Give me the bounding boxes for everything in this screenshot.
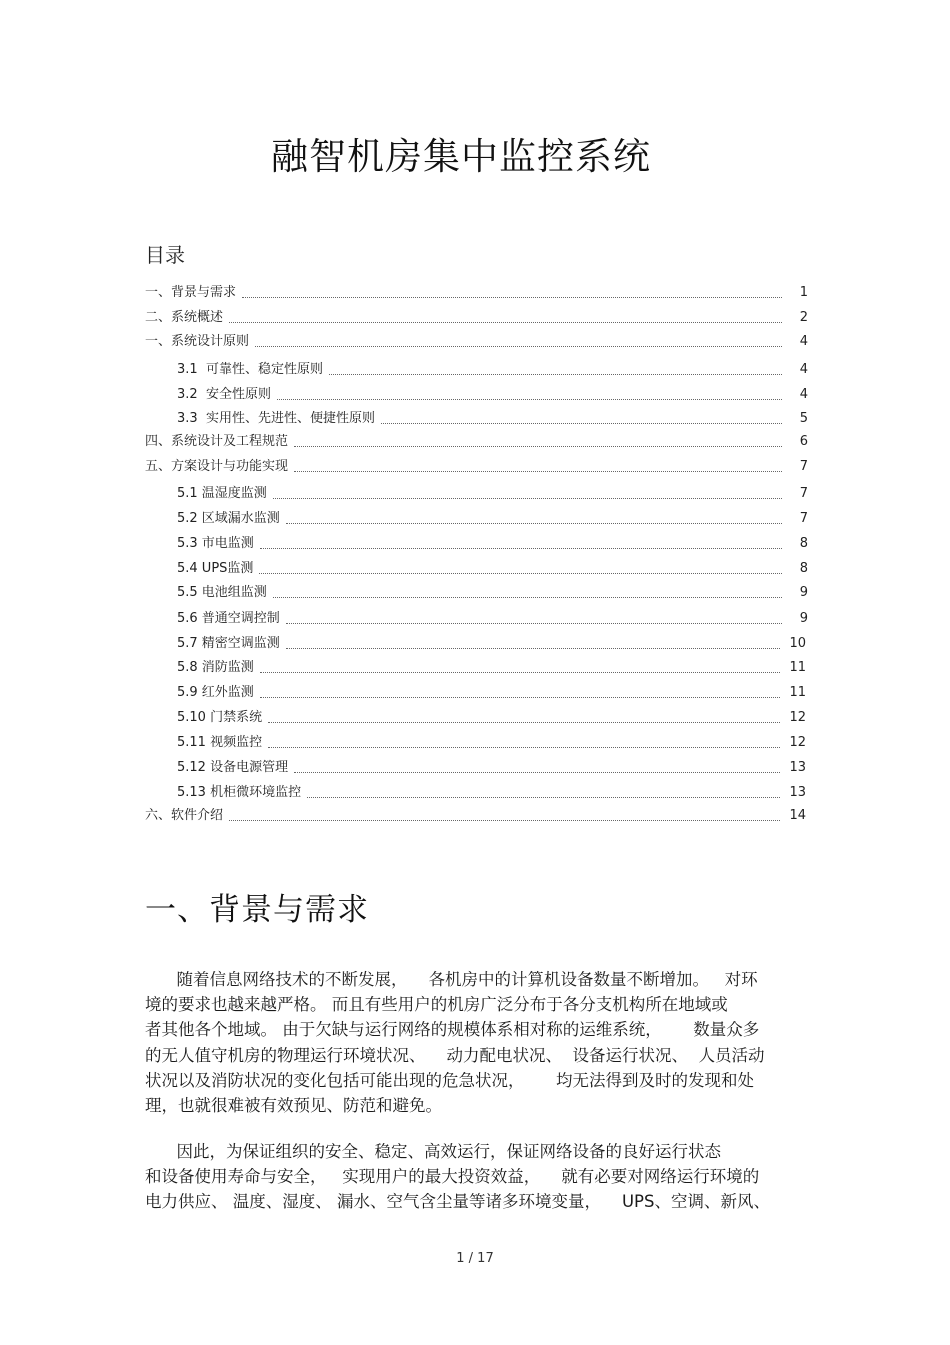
toc-entry-label: 5.10 门禁系统 xyxy=(177,710,263,725)
toc-entry-label: 5.7 精密空调监测 xyxy=(177,636,280,651)
paragraph-line: 状况以及消防状况的变化包括可能出现的危急状况， 均无法得到及时的发现和处 xyxy=(145,1070,754,1090)
paragraph-line: 和设备使用寿命与安全， 实现用户的最大投资效益， 就有必要对网络运行环境的 xyxy=(145,1167,760,1187)
toc-entry-page: 14 xyxy=(789,808,806,823)
paragraph-line: 的无人值守机房的物理运行环境状况、 动力配电状况、 设备运行状况、 人员活动 xyxy=(145,1045,765,1065)
toc-entry-label: 3.2 安全性原则 xyxy=(177,387,271,402)
toc-leader-dots xyxy=(329,374,782,375)
toc-entry[interactable] xyxy=(177,559,808,579)
toc-entry-label: 5.9 红外监测 xyxy=(177,685,254,700)
toc-entry[interactable] xyxy=(177,733,806,753)
toc-entry-page: 8 xyxy=(799,561,808,576)
toc-entry-page: 8 xyxy=(799,536,808,551)
toc-entry[interactable] xyxy=(177,385,808,405)
paragraph-line: 电力供应、 温度、湿度、 漏水、空气含尘量等诸多环境变量， UPS、空调、新风、 xyxy=(145,1192,770,1212)
toc-entry[interactable] xyxy=(177,509,808,529)
toc-entry-page: 11 xyxy=(789,660,806,675)
toc-leader-dots xyxy=(255,346,782,347)
toc-leader-dots xyxy=(259,573,782,574)
toc-leader-dots xyxy=(273,597,782,598)
toc-entry-label: 一、系统设计原则 xyxy=(145,334,250,349)
toc-entry-page: 9 xyxy=(799,585,808,600)
toc-leader-dots xyxy=(273,498,782,499)
toc-leader-dots xyxy=(294,471,782,472)
toc-entry-label: 5.5 电池组监测 xyxy=(177,585,267,600)
toc-entry-page: 10 xyxy=(789,636,806,651)
toc-leader-dots xyxy=(294,446,782,447)
toc-leader-dots xyxy=(277,399,782,400)
toc-entry-label: 5.6 普通空调控制 xyxy=(177,611,280,626)
toc-leader-dots xyxy=(260,672,780,673)
toc-entry[interactable] xyxy=(177,683,806,703)
paragraph-line: 随着信息网络技术的不断发展， 各机房中的计算机设备数量不断增加。 对环 xyxy=(145,970,758,989)
toc-entry-label: 3.3 实用性、先进性、便捷性原则 xyxy=(177,411,375,426)
toc-entry[interactable] xyxy=(145,308,808,328)
toc-entry[interactable] xyxy=(177,534,808,554)
paragraph-line: 因此，为保证组织的安全、稳定、高效运行，保证网络设备的良好运行状态 xyxy=(145,1142,721,1161)
toc-entry[interactable] xyxy=(177,409,808,429)
toc-entry[interactable] xyxy=(177,634,806,654)
toc-entry[interactable] xyxy=(145,332,808,352)
toc-leader-dots xyxy=(286,648,780,649)
toc-entry-label: 一、背景与需求 xyxy=(145,285,237,300)
toc-entry-label: 五、方案设计与功能实现 xyxy=(145,459,289,474)
toc-leader-dots xyxy=(229,322,782,323)
toc-leader-dots xyxy=(294,772,780,773)
toc-entry-page: 6 xyxy=(799,434,808,449)
toc-entry[interactable] xyxy=(177,783,806,803)
toc-entry-page: 4 xyxy=(799,387,808,402)
toc-entry-page: 5 xyxy=(799,411,808,426)
section-heading: 一、背景与需求 xyxy=(145,892,369,928)
toc-entry[interactable] xyxy=(177,708,806,728)
toc-leader-dots xyxy=(229,820,780,821)
toc-leader-dots xyxy=(268,747,780,748)
toc-entry-label: 5.8 消防监测 xyxy=(177,660,254,675)
toc-entry-label: 5.13 机柜微环境监控 xyxy=(177,785,302,800)
toc-entry-page: 4 xyxy=(799,362,808,377)
document-title: 融智机房集中监控系统 xyxy=(271,135,651,178)
toc-leader-dots xyxy=(268,722,780,723)
toc-leader-dots xyxy=(307,797,780,798)
toc-entry-page: 1 xyxy=(799,285,808,300)
toc-entry-page: 2 xyxy=(799,310,808,325)
toc-leader-dots xyxy=(260,548,782,549)
toc-entry-label: 5.3 市电监测 xyxy=(177,536,254,551)
toc-entry-label: 六、软件介绍 xyxy=(145,808,224,823)
toc-heading: 目录 xyxy=(145,243,185,267)
toc-entry-label: 四、系统设计及工程规范 xyxy=(145,434,289,449)
toc-entry[interactable] xyxy=(177,758,806,778)
paragraph-line: 境的要求也越来越严格。 而且有些用户的机房广泛分布于各分支机构所在地域或 xyxy=(145,995,728,1015)
toc-leader-dots xyxy=(381,423,782,424)
toc-entry-page: 4 xyxy=(799,334,808,349)
toc-entry[interactable] xyxy=(177,484,808,504)
toc-leader-dots xyxy=(260,697,780,698)
toc-entry-label: 5.11 视频监控 xyxy=(177,735,263,750)
toc-entry-label: 5.12 设备电源管理 xyxy=(177,760,289,775)
paragraph-line: 理，也就很难被有效预见、防范和避免。 xyxy=(145,1096,442,1115)
toc-entry-label: 二、系统概述 xyxy=(145,310,224,325)
toc-leader-dots xyxy=(242,297,782,298)
toc-entry[interactable] xyxy=(177,658,806,678)
toc-entry-label: 5.4 UPS监测 xyxy=(177,561,254,576)
toc-entry[interactable] xyxy=(177,583,808,603)
toc-entry-label: 5.1 温湿度监测 xyxy=(177,486,267,501)
paragraph-line: 者其他各个地域。 由于欠缺与运行网络的规模体系相对称的运维系统， 数量众多 xyxy=(145,1020,760,1040)
toc-entry[interactable] xyxy=(145,283,808,303)
toc-entry[interactable] xyxy=(145,806,806,826)
toc-entry-page: 7 xyxy=(799,511,808,526)
toc-entry-label: 5.2 区域漏水监测 xyxy=(177,511,280,526)
toc-leader-dots xyxy=(286,623,782,624)
toc-entry[interactable] xyxy=(145,457,808,477)
toc-entry-page: 12 xyxy=(789,735,806,750)
toc-entry[interactable] xyxy=(177,360,808,380)
toc-entry-page: 11 xyxy=(789,685,806,700)
toc-leader-dots xyxy=(286,523,782,524)
toc-entry-page: 13 xyxy=(789,760,806,775)
toc-entry-page: 7 xyxy=(799,459,808,474)
toc-entry-label: 3.1 可靠性、稳定性原则 xyxy=(177,362,323,377)
toc-entry-page: 9 xyxy=(799,611,808,626)
toc-entry[interactable] xyxy=(177,609,808,629)
toc-entry-page: 7 xyxy=(799,486,808,501)
toc-entry[interactable] xyxy=(145,432,808,452)
toc-entry-page: 13 xyxy=(789,785,806,800)
page-number: 1 / 17 xyxy=(456,1251,494,1266)
toc-entry-page: 12 xyxy=(789,710,806,725)
